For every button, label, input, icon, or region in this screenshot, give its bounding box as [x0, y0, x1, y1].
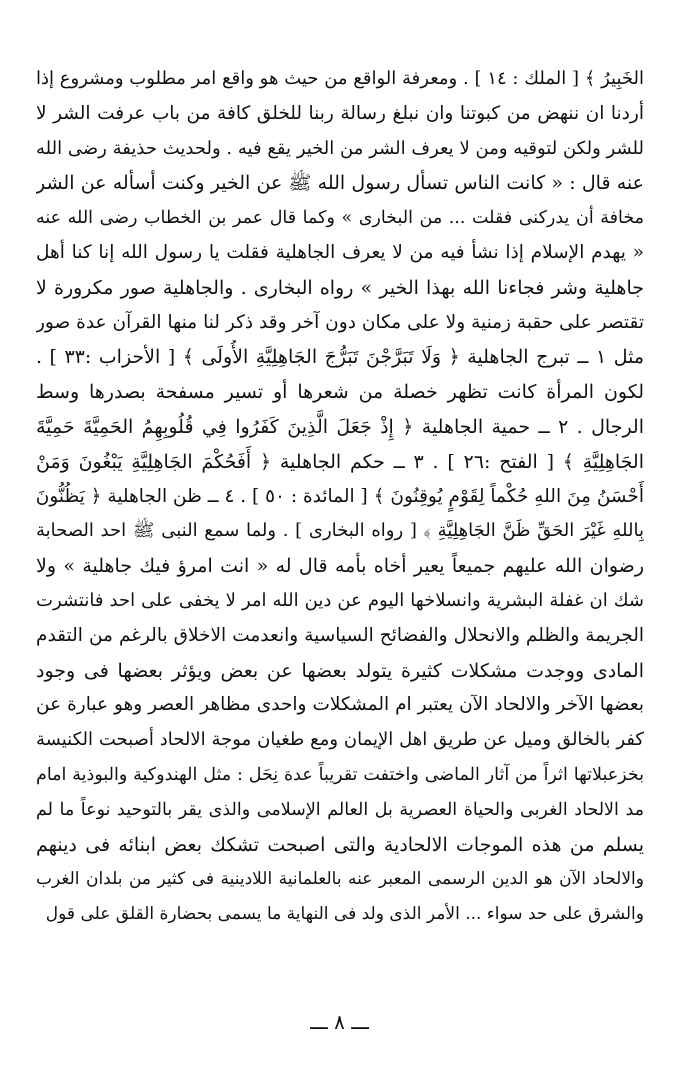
text-line: الرجال . ٢ ــ حمية الجاهلية ﴿ إِذْ جَعَلَ الَّذِينَ كَفَرُوا فِي قُلُوبِهِمُ الحَمِيَّةَ حَمِيَّةَ — [36, 415, 644, 438]
text-line: « يهدم الإسلام إذا نشأ فيه من لا يعرف الجاهلية فقلت يا رسول الله إنا كنا أهل — [36, 241, 644, 263]
text-line: والالحاد الآن هو الدين الرسمى المعبر عنه بالعلمانية اللادينية فى كثير من بلدان الغرب — [36, 869, 644, 890]
text-line: عنه قال : « كانت الناس تسأل رسول الله ﷺ عن الخير وكنت أسأله عن الشر — [36, 172, 644, 195]
text-line: والشرق على حد سواء ... الأمر الذى ولد فى النهاية ما يسمى بحضارة القلق على قول — [45, 904, 644, 925]
text-line: الجريمة والظلم والانحلال والفضائح السياسية وانعدمت الاخلاق بالرغم من التقدم — [36, 624, 644, 646]
text-line: يسلم من هذه الموجات الالحادية والتى اصبحت تشكك بعض ابنائه فى دينهم — [36, 833, 644, 856]
text-line: مد الالحاد الغربى والحياة العصرية بل العالم الإسلامى والذى يقر بالتوحيد نوعاً ما لم — [36, 799, 644, 820]
text-line: الجَاهِلِيَّةِ ﴾ [ الفتح :٢٦ ] . ٣ ــ حكم الجاهلية ﴿ أَفَحُكْمَ الجَاهِلِيَّةِ يَبْغُونَ وَمَنْ — [36, 450, 644, 473]
text-line: بِاللهِ غَيْرَ الحَقِّ ظَنَّ الجَاهِلِيَّةِ ﴾ [ رواه البخارى ] . ولما سمع النبى ﷺ احد الصحابة — [36, 520, 644, 542]
page-number: ـــ ٨ ـــ — [310, 1010, 369, 1034]
text-line: شك ان غفلة البشرية وانسلاخها اليوم عن دين الله امر لا يخفى على احد فانتشرت — [36, 589, 644, 611]
text-line: لكون المرأة كانت تظهر خصلة من شعرها أو تسير مسفحة بصدرها وسط — [36, 381, 644, 404]
text-line: أَحْسَنُ مِنَ اللهِ حُكْماً لِقَوْمٍ يُوقِنُونَ ﴾ [ المائدة : ٥٠ ] . ٤ ــ ظن الجاهلية ﴿ يَظُنُّونَ — [36, 485, 644, 507]
text-line: مخافة أن يدركنى فقلت ... من البخارى » وكما قال عمر بن الخطاب رضى الله عنه — [36, 208, 644, 229]
text-line: الخَبِيرُ ﴾ [ الملك : ١٤ ] . ومعرفة الواقع من حيث هو واقع امر مطلوب ومشروع إذا — [36, 68, 644, 89]
text-line: بعضها الآخر والالحاد الآن يعتبر ام المشكلات واحدى مظاهر العصر وهو عبارة عن — [36, 694, 644, 716]
text-line: بخزعبلاتها اثراً من آثار الماضى واختفت تقريباً عدة نِحَل : مثل الهندوكية والبوذية امام — [36, 764, 644, 785]
text-line: تقتصر على حقبة زمنية ولا على مكان دون آخر وقد ذكر لنا منها القرآن عدة صور — [36, 311, 644, 333]
text-line: رضوان الله عليهم جميعاً يعير أخاه بأمه قال له « انت امرؤ فيك جاهلية » ولا — [36, 555, 644, 578]
text-line: كفر بالخالق وميل عن طريق اهل الإيمان ومع طغيان موجة الالحاد أصبحت الكنيسة — [36, 729, 644, 751]
body-text — [36, 62, 644, 932]
text-line: جاهلية وشر فجاءنا الله بهذا الخير » رواه البخارى . والجاهلية صور مكرورة لا — [36, 276, 644, 299]
text-line: للشر ولكن لتوقيه ومن لا يعرف الشر من الخير يقع فيه . ولحديث حذيفة رضى الله — [36, 137, 644, 159]
text-line: المادى ووجدت مشكلات كثيرة يتولد بعضها عن بعض ويؤثر بعضها فى وجود — [36, 659, 644, 682]
text-line: مثل ١ ــ تبرج الجاهلية ﴿ وَلَا تَبَرَّجْنَ تَبَرُّجَ الجَاهِلِيَّةِ الأُولَى ﴾ [ الأحزاب :٣٣ ] . — [36, 346, 644, 369]
text-line: أردنا ان ننهض من كبوتنا وان نبلغ رسالة ربنا للخلق كافة من باب عرفت الشر لا — [36, 102, 644, 124]
